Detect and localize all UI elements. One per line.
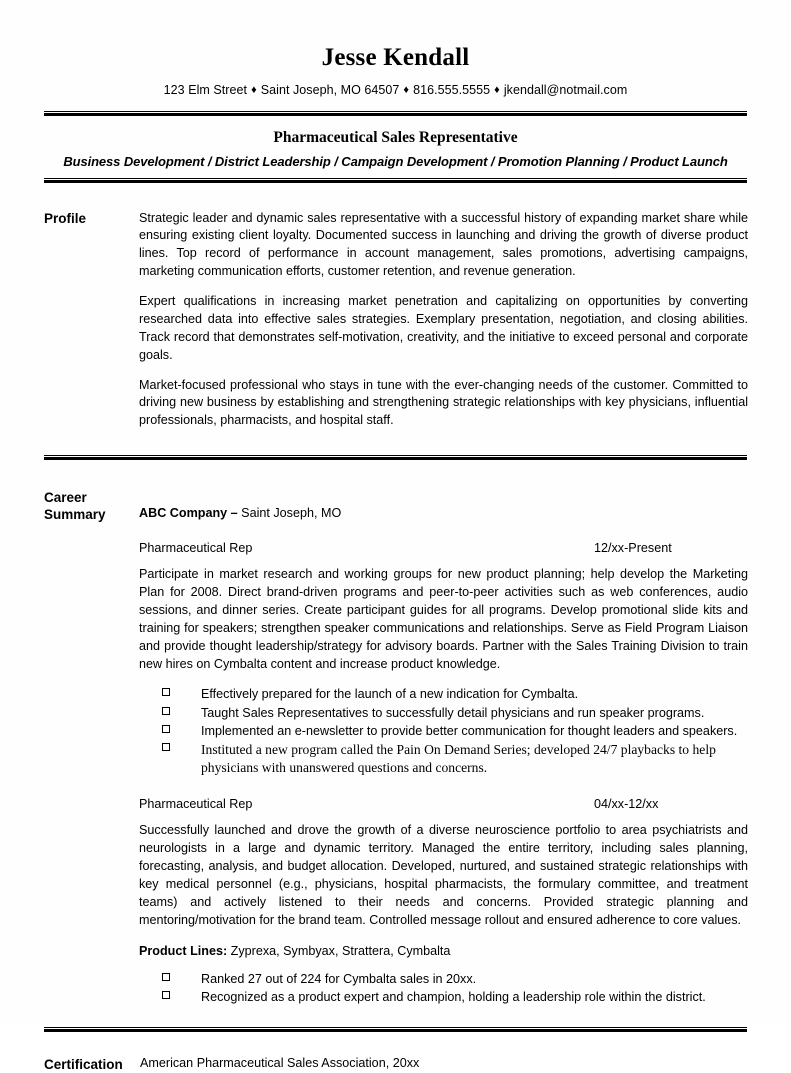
section-profile [0,210,791,431]
square-bullet-icon [162,688,170,696]
square-bullet-icon [162,743,170,751]
role-achievements-list [139,971,748,1007]
profile-paragraph: Strategic leader and dynamic sales representative with a successful history of expanding market share while ensuring existing client loyalty. Documented success in launching and driving the growth of diverse product lines. Top record of performance in account management, sales promotions, advertising campaigns, marketing communication efforts, customer retention, and revenue generation. [139,210,748,279]
list-item-text: Implemented an e-newsletter to provide better communication for thought leaders and speakers. [201,723,738,738]
list-item-text: Recognized as a product expert and champion, holding a leadership role within the district. [201,989,706,1004]
role-title: Pharmaceutical Rep [139,541,253,556]
product-lines-value: Zyprexa, Symbyax, Strattera, Cymbalta [230,943,451,958]
certification-body [140,1056,748,1073]
career-body [139,489,748,1007]
list-item-text: Instituted a new program called the Pain On Demand Series; developed 24/7 playbacks to help physicians with unanswered questions and concerns. [201,742,716,775]
list-item [162,723,748,740]
career-label-line2: Summary [44,507,106,523]
list-item [162,686,748,703]
employer-line [139,506,748,520]
list-item [162,741,748,776]
career-label-line1: Career [44,490,87,506]
square-bullet-icon [162,707,170,715]
role-description: Participate in market research and working groups for new product planning; help develop the Marketing Plan for 2008. Direct brand-driven programs and peer-to-peer activities such as web conferences, audio sessions, and dinner series. Create participant guides for all programs. Develop promotional slide kits and training for speakers; strengthen speaker communications and relationships. Serve as Field Program Liaison and provide thought leadership/strategy for advisory boards. Partner with the Sales Training Division to train new hires on Cymbalta content and increase product knowledge. [139,567,748,671]
list-item-text: Taught Sales Representatives to successfully detail physicians and run speaker programs. [201,705,705,720]
header-tagline: Business Development / District Leadership / Campaign Development / Promotion Planning / Product Launch [63,153,728,169]
profile-section-label: Profile [44,210,87,226]
contact-city-state-zip: Saint Joseph, MO 64507 [260,82,400,97]
contact-phone: 816.555.5555 [413,82,491,97]
divider-rule-above-career [44,455,747,460]
role-dates: 12/xx-Present [594,541,672,556]
product-lines-row [139,944,748,958]
role-dates: 04/xx-12/xx [594,797,659,812]
contact-separator-icon: ♦ [403,83,410,96]
contact-address: 123 Elm Street [163,82,248,97]
target-job-title: Pharmaceutical Sales Representative [273,128,518,146]
contact-email: jkendall@notmail.com [503,82,628,97]
square-bullet-icon [162,991,170,999]
role-description: Successfully launched and drove the growth of a diverse neuroscience portfolio to area psychiatrists and neurologists in a large and dynamic territory. Managed the entire territory, including sales planning, forecasting, analysis, and budget allocation. Developed, nurtured, and sustained strategic relationships with key medical personnel (e.g., physicians, hospital pharmacists, the formulary committee, and treatment teams) and actively listened to their needs and concerns. Provided strategic planning and mentoring/motivation for the brand team. Controlled message rollout and ensured adherence to core values. [139,823,748,927]
square-bullet-icon [162,725,170,733]
divider-rule-under-tagline [44,178,747,183]
certification-value: American Pharmaceutical Sales Association, 20xx [140,1056,420,1071]
role-header-row [139,797,748,811]
certification-section-label: Certification [44,1057,123,1073]
role-title: Pharmaceutical Rep [139,797,253,812]
product-lines-label: Product Lines: [139,943,228,958]
contact-separator-icon: ♦ [251,83,257,96]
employer-location: Saint Joseph, MO [241,506,342,521]
list-item-text: Effectively prepared for the launch of a new indication for Cymbalta. [201,687,579,702]
divider-rule-above-certification [44,1027,747,1032]
list-item [162,989,748,1006]
list-item [162,705,748,722]
profile-body [139,210,748,431]
contact-line [0,72,791,97]
candidate-name: Jesse Kendall [321,44,470,71]
square-bullet-icon [162,973,170,981]
career-section-label [44,489,139,1007]
list-item [162,971,748,988]
list-item-text: Ranked 27 out of 224 for Cymbalta sales in 20xx. [201,971,477,986]
section-career-summary [0,489,791,1007]
profile-paragraph: Market-focused professional who stays in tune with the ever-changing needs of the customer. Committed to driving new business by establishing and strengthening strategic relationships with key physicians, influential professionals, pharmacists, and hospital staff. [139,377,748,428]
section-certification [0,1056,791,1073]
profile-paragraph: Expert qualifications in increasing market penetration and capitalizing on opportunities by converting researched data into effective sales strategies. Exemplary presentation, negotiation, and closing abilities. Track record that demonstrates self-motivation, creativity, and the initiative to exceed personal and corporate goals. [139,294,748,362]
contact-separator-icon: ♦ [494,83,500,96]
employer-name: ABC Company – [139,506,238,521]
role-header-row [139,541,748,555]
role-achievements-list [139,686,748,776]
